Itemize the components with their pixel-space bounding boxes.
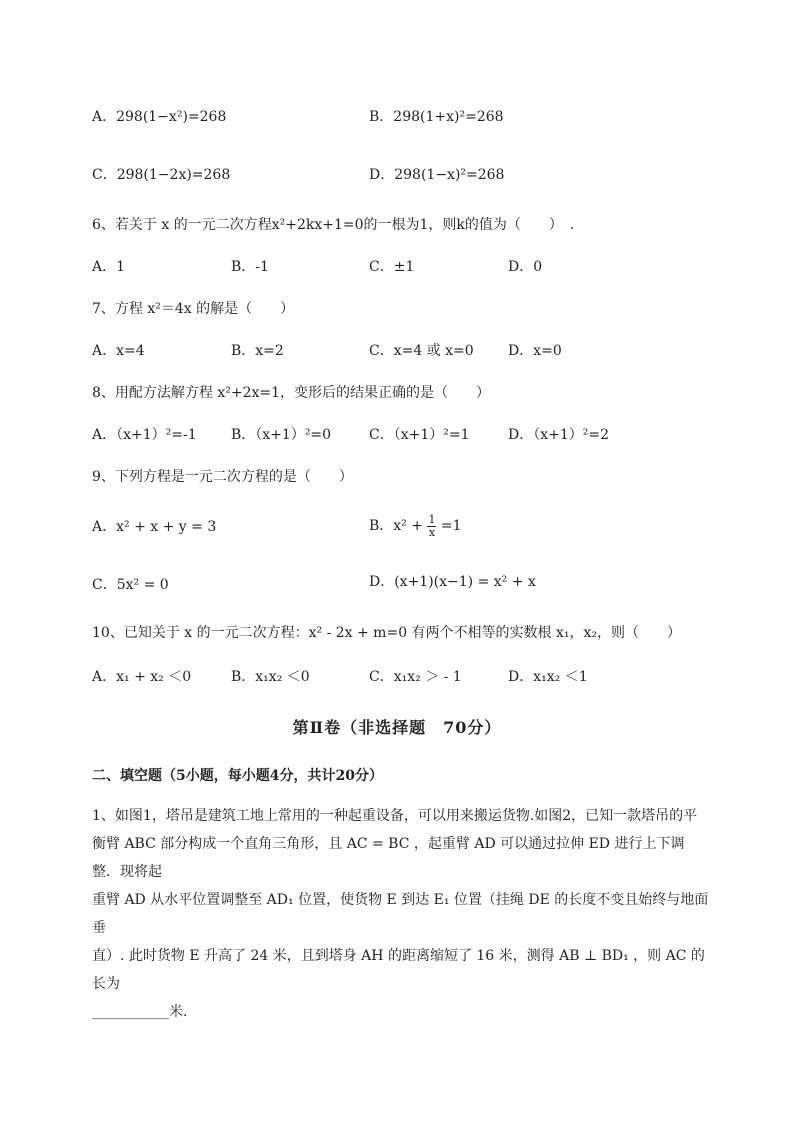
q6-option-c: C．±1 xyxy=(369,259,415,275)
q10-stem: 10、已知关于 x 的一元二次方程：x² - 2x + m=0 有两个不相等的实数根 x₁，x₂，则（ ） xyxy=(92,625,682,641)
part-two-title: 第Ⅱ卷（非选择题 70分） xyxy=(292,718,502,737)
q5-option-c: C．298(1−2x)=268 xyxy=(92,167,231,183)
q8-option-c: C．（x+1）²=1 xyxy=(369,427,470,443)
q5-option-b: B．298(1+x)²=268 xyxy=(369,109,504,125)
q8-option-d: D．（x+1）²=2 xyxy=(508,427,610,443)
q8-option-b: B．（x+1）²=0 xyxy=(231,427,332,443)
q7-option-d: D．x=0 xyxy=(508,343,562,359)
q9-option-b-suffix: =1 xyxy=(440,518,462,534)
q7-option-c: C．x=4 或 x=0 xyxy=(369,343,474,359)
section-heading-fill-in: 二、填空题（5小题，每小题4分，共计20分） xyxy=(92,768,383,784)
q9-option-c: C．5x² = 0 xyxy=(92,577,169,593)
q6-stem: 6、若关于 x 的一元二次方程x²+2kx+1=0的一根为1，则k的值为（ ） . xyxy=(92,217,575,233)
fraction xyxy=(427,514,436,539)
q8-stem: 8、用配方法解方程 x²+2x=1，变形后的结果正确的是（ ） xyxy=(92,385,491,401)
q9-option-b-prefix: B．x² + xyxy=(369,518,423,534)
q7-option-b: B．x=2 xyxy=(231,343,284,359)
fill-question-1 xyxy=(92,802,712,1026)
q5-option-a: A．298(1−x²)=268 xyxy=(92,109,227,125)
fraction-denominator: x xyxy=(428,525,436,539)
q8-option-a: A．（x+1）²=-1 xyxy=(92,427,197,443)
fill-question-1-answer-blank[interactable]: ___________米. xyxy=(92,1004,188,1020)
fill-question-1-line-2: 衡臂 ABC 部分构成一个直角三角形，且 AC = BC ，起重臂 AD 可以通过拉伸 ED 进行上下调整．现将起 xyxy=(92,836,685,880)
q7-stem: 7、方程 x²＝4x 的解是（ ） xyxy=(92,301,295,317)
q5-option-d: D．298(1−x)²=268 xyxy=(369,167,505,183)
q9-stem: 9、下列方程是一元二次方程的是（ ） xyxy=(92,469,353,485)
q10-option-a: A．x₁ + x₂ ＜0 xyxy=(92,669,192,685)
q10-option-d: D．x₁x₂ ＜1 xyxy=(508,669,588,685)
q10-option-c: C．x₁x₂ ＞ - 1 xyxy=(369,669,462,685)
fill-question-1-line-4: 直）. 此时货物 E 升高了 24 米，且到塔身 AH 的距离缩短了 16 米，测得 AB ⊥ BD₁ ，则 AC 的长为 xyxy=(92,948,705,992)
q10-option-b: B．x₁x₂ ＜0 xyxy=(231,669,310,685)
q6-option-a: A．1 xyxy=(92,259,126,275)
fill-question-1-line-3: 重臂 AD 从水平位置调整至 AD₁ 位置，使货物 E 到达 E₁ 位置（挂绳 DE 的长度不变且始终与地面垂 xyxy=(92,892,709,936)
q6-option-b: B．-1 xyxy=(231,259,269,275)
fill-question-1-line-1: 1、如图1，塔吊是建筑工地上常用的一种起重设备，可以用来搬运货物.如图2，已知一款塔吊的平 xyxy=(92,808,698,824)
q9-option-b xyxy=(369,508,462,544)
fraction-numerator: 1 xyxy=(428,512,436,526)
q7-option-a: A．x=4 xyxy=(92,343,145,359)
q9-option-d: D．(x+1)(x−1) = x² + x xyxy=(369,574,536,590)
q6-option-d: D．0 xyxy=(508,259,543,275)
q9-option-a: A．x² + x + y = 3 xyxy=(92,519,217,535)
